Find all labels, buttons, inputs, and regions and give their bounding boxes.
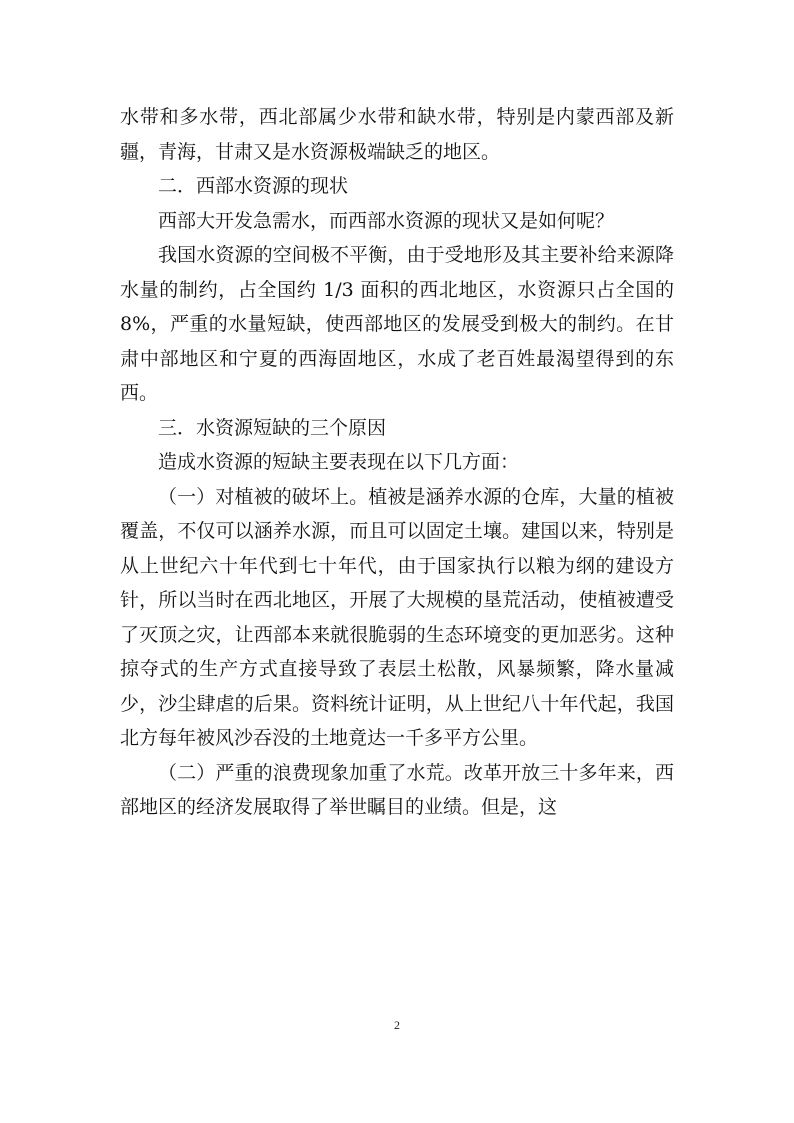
- paragraph-question: 西部大开发急需水，而西部水资源的现状又是如何呢？: [158, 209, 615, 232]
- section-heading-3: 三．水资源短缺的三个原因: [158, 416, 387, 439]
- paragraph-continuation: 水带和多水带，西北部属少水带和缺水带，特别是内蒙西部及新疆，青海，甘肃又是水资源极端缺乏的地区。: [120, 106, 674, 163]
- section-heading-2: 二．西部水资源的现状: [158, 175, 349, 197]
- paragraph-cause-1: （一）对植被的破坏上。植被是涵养水源的仓库，大量的植被覆盖，不仅可以涵养水源，而且可以固定土壤。建国以来，特别是从上世纪六十年代到七十年代，由于国家执行以粮为纲的建设方针，所以当时在西北地区，开展了大规模的垦荒活动，使植被遭受了灭顶之灾，让西部本来就很脆弱的生态环境变的更加恶劣。这种掠夺式的生产方式直接导致了表层土松散，风暴频繁，降水量减少，沙尘肆虐的后果。资料统计证明，从上世纪八十年代起，我国北方每年被风沙吞没的土地竟达一千多平方公里。: [120, 485, 674, 749]
- paragraph-water-distribution: 我国水资源的空间极不平衡，由于受地形及其主要补给来源降水量的制约，占全国约 1/3 面积的西北地区，水资源只占全国的 8%，严重的水量短缺，使西部地区的发展受到极大的制约。在甘肃中部地区和宁夏的西海固地区，水成了老百姓最渴望得到的东西。: [120, 244, 674, 404]
- page-number: 2: [394, 1018, 400, 1032]
- paragraph-intro-causes: 造成水资源的短缺主要表现在以下几方面：: [158, 451, 520, 473]
- paragraph-cause-2: （二）严重的浪费现象加重了水荒。改革开放三十多年来，西部地区的经济发展取得了举世瞩目的业绩。但是，这: [120, 761, 674, 818]
- body-text: [120, 100, 674, 825]
